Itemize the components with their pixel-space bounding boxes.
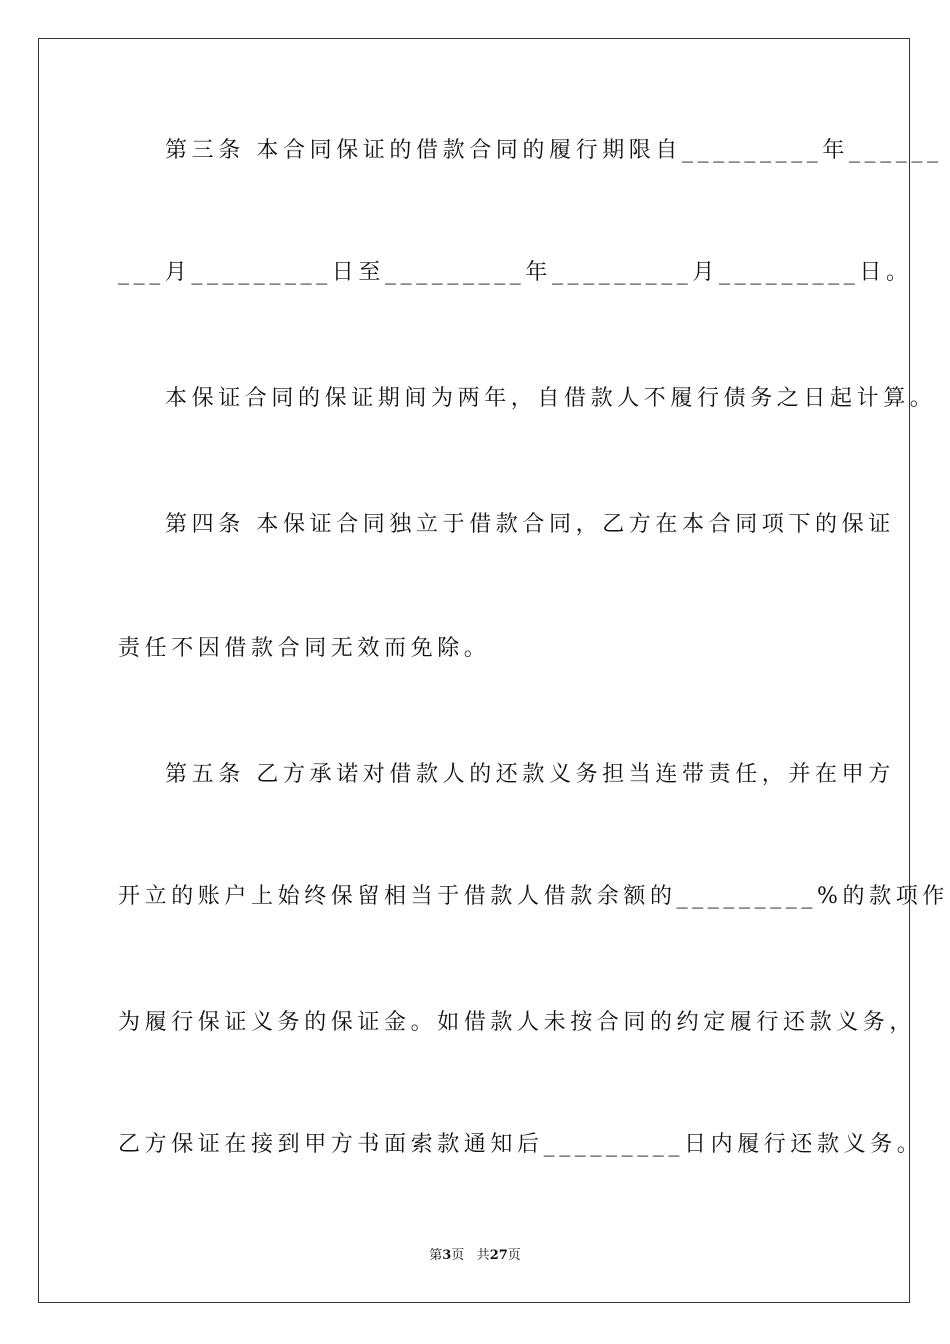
article-5-line-3: 为履行保证义务的保证金。如借款人未按合同的约定履行还款义务， <box>118 1010 917 1035</box>
article-4-line-1: 第四条 本保证合同独立于借款合同，乙方在本合同项下的保证 <box>165 512 895 537</box>
article-5-line-2: 开立的账户上始终保留相当于借款人借款余额的_________%的款项作 <box>118 884 949 909</box>
article-5-line-1: 第五条 乙方承诺对借款人的还款义务担当连带责任，并在甲方 <box>165 762 895 787</box>
article-5-line-4: 乙方保证在接到甲方书面索款通知后_________日内履行还款义务。 <box>118 1132 924 1157</box>
total-suffix: 页 <box>507 1248 521 1263</box>
article-4-line-2: 责任不因借款合同无效而免除。 <box>118 636 491 661</box>
guarantee-period-line: 本保证合同的保证期间为两年，自借款人不履行债务之日起计算。 <box>165 386 937 411</box>
total-prefix: 共 <box>476 1248 490 1263</box>
article-3-line-2: ___月_________日至_________年_________月_________日。 <box>118 260 913 285</box>
page-number: 3 <box>442 1248 452 1263</box>
page-prefix: 第 <box>429 1248 443 1263</box>
article-3-line-1: 第三条 本合同保证的借款合同的履行期限自_________年______ <box>165 138 943 163</box>
page-footer <box>0 1246 950 1266</box>
page-suffix: 页 <box>451 1248 465 1263</box>
page-border <box>38 38 949 1303</box>
total-pages: 27 <box>489 1248 508 1263</box>
